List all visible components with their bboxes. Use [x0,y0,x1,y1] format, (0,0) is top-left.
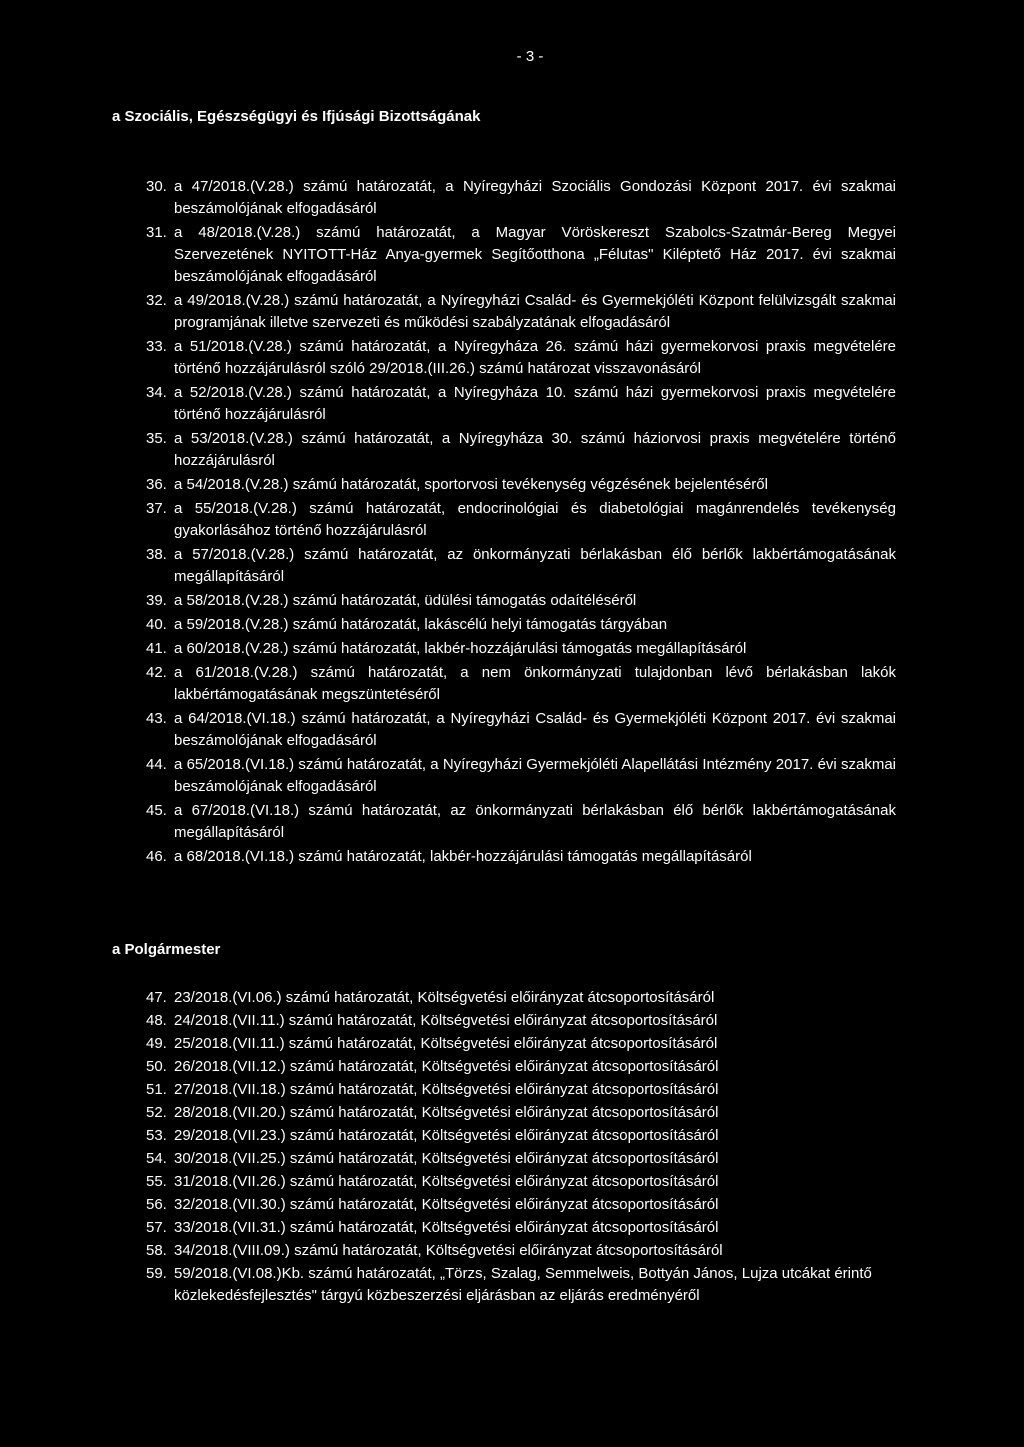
item-number: 50. [146,1058,167,1075]
item-number: 56. [146,1196,167,1213]
item-text: 33/2018.(VII.31.) számú határozatát, Költségvetési előirányzat átcsoportosításáról [174,1219,719,1236]
list-item [146,1263,896,1307]
item-text: a 52/2018.(V.28.) számú határozatát, a Nyíregyháza 10. számú házi gyermekorvosi praxis megvételére történő hozzájárulásról [174,384,896,423]
list-item [146,1079,896,1101]
list-item [146,176,896,220]
item-number: 42. [146,664,167,681]
item-number: 54. [146,1150,167,1167]
item-number: 32. [146,292,167,309]
list-item [146,1171,896,1193]
item-number: 52. [146,1104,167,1121]
item-text: a 48/2018.(V.28.) számú határozatát, a Magyar Vöröskereszt Szabolcs-Szatmár-Bereg Megyei Szervezetének NYITOTT-Ház Anya-gyermek Segítőotthona „Félutas" Kiléptető Ház 2017. évi szakmai beszámolójának elfogadásáról [174,224,896,285]
item-number: 37. [146,500,167,517]
item-text: 26/2018.(VII.12.) számú határozatát, Költségvetési előirányzat átcsoportosításáról [174,1058,719,1075]
item-number: 53. [146,1127,167,1144]
item-number: 49. [146,1035,167,1052]
item-text: 28/2018.(VII.20.) számú határozatát, Költségvetési előirányzat átcsoportosításáról [174,1104,719,1121]
item-text: a 64/2018.(VI.18.) számú határozatát, a Nyíregyházi Család- és Gyermekjóléti Központ 2017. évi szakmai beszámolójának elfogadásáról [174,710,896,749]
list-item [146,1217,896,1239]
section-title-mayor: a Polgármester [112,941,221,958]
list-item [146,1240,896,1262]
list-item [146,754,896,798]
list-item [146,1010,896,1032]
list-item [146,336,896,380]
list-item [146,1033,896,1055]
item-text: a 57/2018.(V.28.) számú határozatát, az önkormányzati bérlakásban élő bérlők lakbértámogatásának megállapításáról [174,546,896,585]
item-number: 43. [146,710,167,727]
item-text: a 49/2018.(V.28.) számú határozatát, a Nyíregyházi Család- és Gyermekjóléti Központ felülvizsgált szakmai programjának illetve szervezeti és működési szabályzatának elfogadásáról [174,292,896,331]
item-text: 31/2018.(VII.26.) számú határozatát, Költségvetési előirányzat átcsoportosításáról [174,1173,719,1190]
item-text: 24/2018.(VII.11.) számú határozatát, Költségvetési előirányzat átcsoportosításáról [174,1012,718,1029]
list-item [146,708,896,752]
item-number: 59. [146,1265,167,1282]
item-text: a 55/2018.(V.28.) számú határozatát, endocrinológiai és diabetológiai magánrendelés tevékenység gyakorlásához történő hozzájárulásról [174,500,896,539]
item-number: 55. [146,1173,167,1190]
item-number: 44. [146,756,167,773]
item-number: 38. [146,546,167,563]
item-text: 30/2018.(VII.25.) számú határozatát, Költségvetési előirányzat átcsoportosításáról [174,1150,719,1167]
list-item [146,1148,896,1170]
item-number: 45. [146,802,167,819]
list-item [146,382,896,426]
list-item [146,222,896,288]
item-text: 25/2018.(VII.11.) számú határozatát, Költségvetési előirányzat átcsoportosításáról [174,1035,718,1052]
item-number: 34. [146,384,167,401]
item-text: 27/2018.(VII.18.) számú határozatát, Költségvetési előirányzat átcsoportosításáról [174,1081,719,1098]
list-item [146,800,896,844]
item-number: 39. [146,592,167,609]
list-item [146,544,896,588]
item-text: a 47/2018.(V.28.) számú határozatát, a Nyíregyházi Szociális Gondozási Központ 2017. évi szakmai beszámolójának elfogadásáról [174,178,896,217]
item-text: 34/2018.(VIII.09.) számú határozatát, Költségvetési előirányzat átcsoportosításáról [174,1242,723,1259]
item-text: a 59/2018.(V.28.) számú határozatát, lakáscélú helyi támogatás tárgyában [174,616,668,633]
item-number: 57. [146,1219,167,1236]
list-item [146,1194,896,1216]
list-item [146,290,896,334]
item-number: 40. [146,616,167,633]
list-item [146,614,896,636]
item-text: a 54/2018.(V.28.) számú határozatát, sportorvosi tevékenység végzésének bejelentéséről [174,476,768,493]
item-text: a 68/2018.(VI.18.) számú határozatát, lakbér-hozzájárulási támogatás megállapításáról [174,848,752,865]
item-number: 31. [146,224,167,241]
list-item [146,987,896,1009]
item-number: 47. [146,989,167,1006]
item-number: 41. [146,640,167,657]
item-text: a 51/2018.(V.28.) számú határozatát, a Nyíregyháza 26. számú házi gyermekorvosi praxis megvételére történő hozzájárulásról szóló 29/2018.(III.26.) számú határozat visszavonásáról [174,338,896,377]
mayor-resolution-list [146,987,896,1308]
item-number: 33. [146,338,167,355]
item-number: 35. [146,430,167,447]
list-item [146,474,896,496]
item-number: 51. [146,1081,167,1098]
item-text: a 60/2018.(V.28.) számú határozatát, lakbér-hozzájárulási támogatás megállapításáról [174,640,747,657]
item-text: a 61/2018.(V.28.) számú határozatát, a nem önkormányzati tulajdonban lévő bérlakásban lakók lakbértámogatásának megszüntetéséről [174,664,896,703]
list-item [146,1056,896,1078]
item-text: 59/2018.(VI.08.)Kb. számú határozatát, „Törzs, Szalag, Semmelweis, Bottyán János, Lujza utcákat érintő közlekedésfejlesztés" tárgyú közbeszerzési eljárásban az eljárás eredményéről [174,1265,872,1304]
list-item [146,590,896,612]
list-item [146,638,896,660]
item-text: a 53/2018.(V.28.) számú határozatát, a Nyíregyháza 30. számú háziorvosi praxis megvételére történő hozzájárulásról [174,430,896,469]
section-title-committee: a Szociális, Egészségügyi és Ifjúsági Bizottságának [112,108,481,125]
list-item [146,498,896,542]
committee-resolution-list [146,176,896,870]
item-text: 23/2018.(VI.06.) számú határozatát, Költségvetési előirányzat átcsoportosításáról [174,989,715,1006]
item-text: a 67/2018.(VI.18.) számú határozatát, az önkormányzati bérlakásban élő bérlők lakbértámogatásának megállapításáról [174,802,896,841]
list-item [146,428,896,472]
item-text: 32/2018.(VII.30.) számú határozatát, Költségvetési előirányzat átcsoportosításáról [174,1196,719,1213]
list-item [146,1125,896,1147]
item-text: 29/2018.(VII.23.) számú határozatát, Költségvetési előirányzat átcsoportosításáról [174,1127,719,1144]
item-number: 46. [146,848,167,865]
item-number: 48. [146,1012,167,1029]
item-number: 30. [146,178,167,195]
list-item [146,1102,896,1124]
item-text: a 58/2018.(V.28.) számú határozatát, üdülési támogatás odaítéléséről [174,592,637,609]
page-number: - 3 - [516,48,544,65]
list-item [146,662,896,706]
item-number: 36. [146,476,167,493]
item-number: 58. [146,1242,167,1259]
item-text: a 65/2018.(VI.18.) számú határozatát, a Nyíregyházi Gyermekjóléti Alapellátási Intézmény 2017. évi szakmai beszámolójának elfogadásáról [174,756,896,795]
list-item [146,846,896,868]
